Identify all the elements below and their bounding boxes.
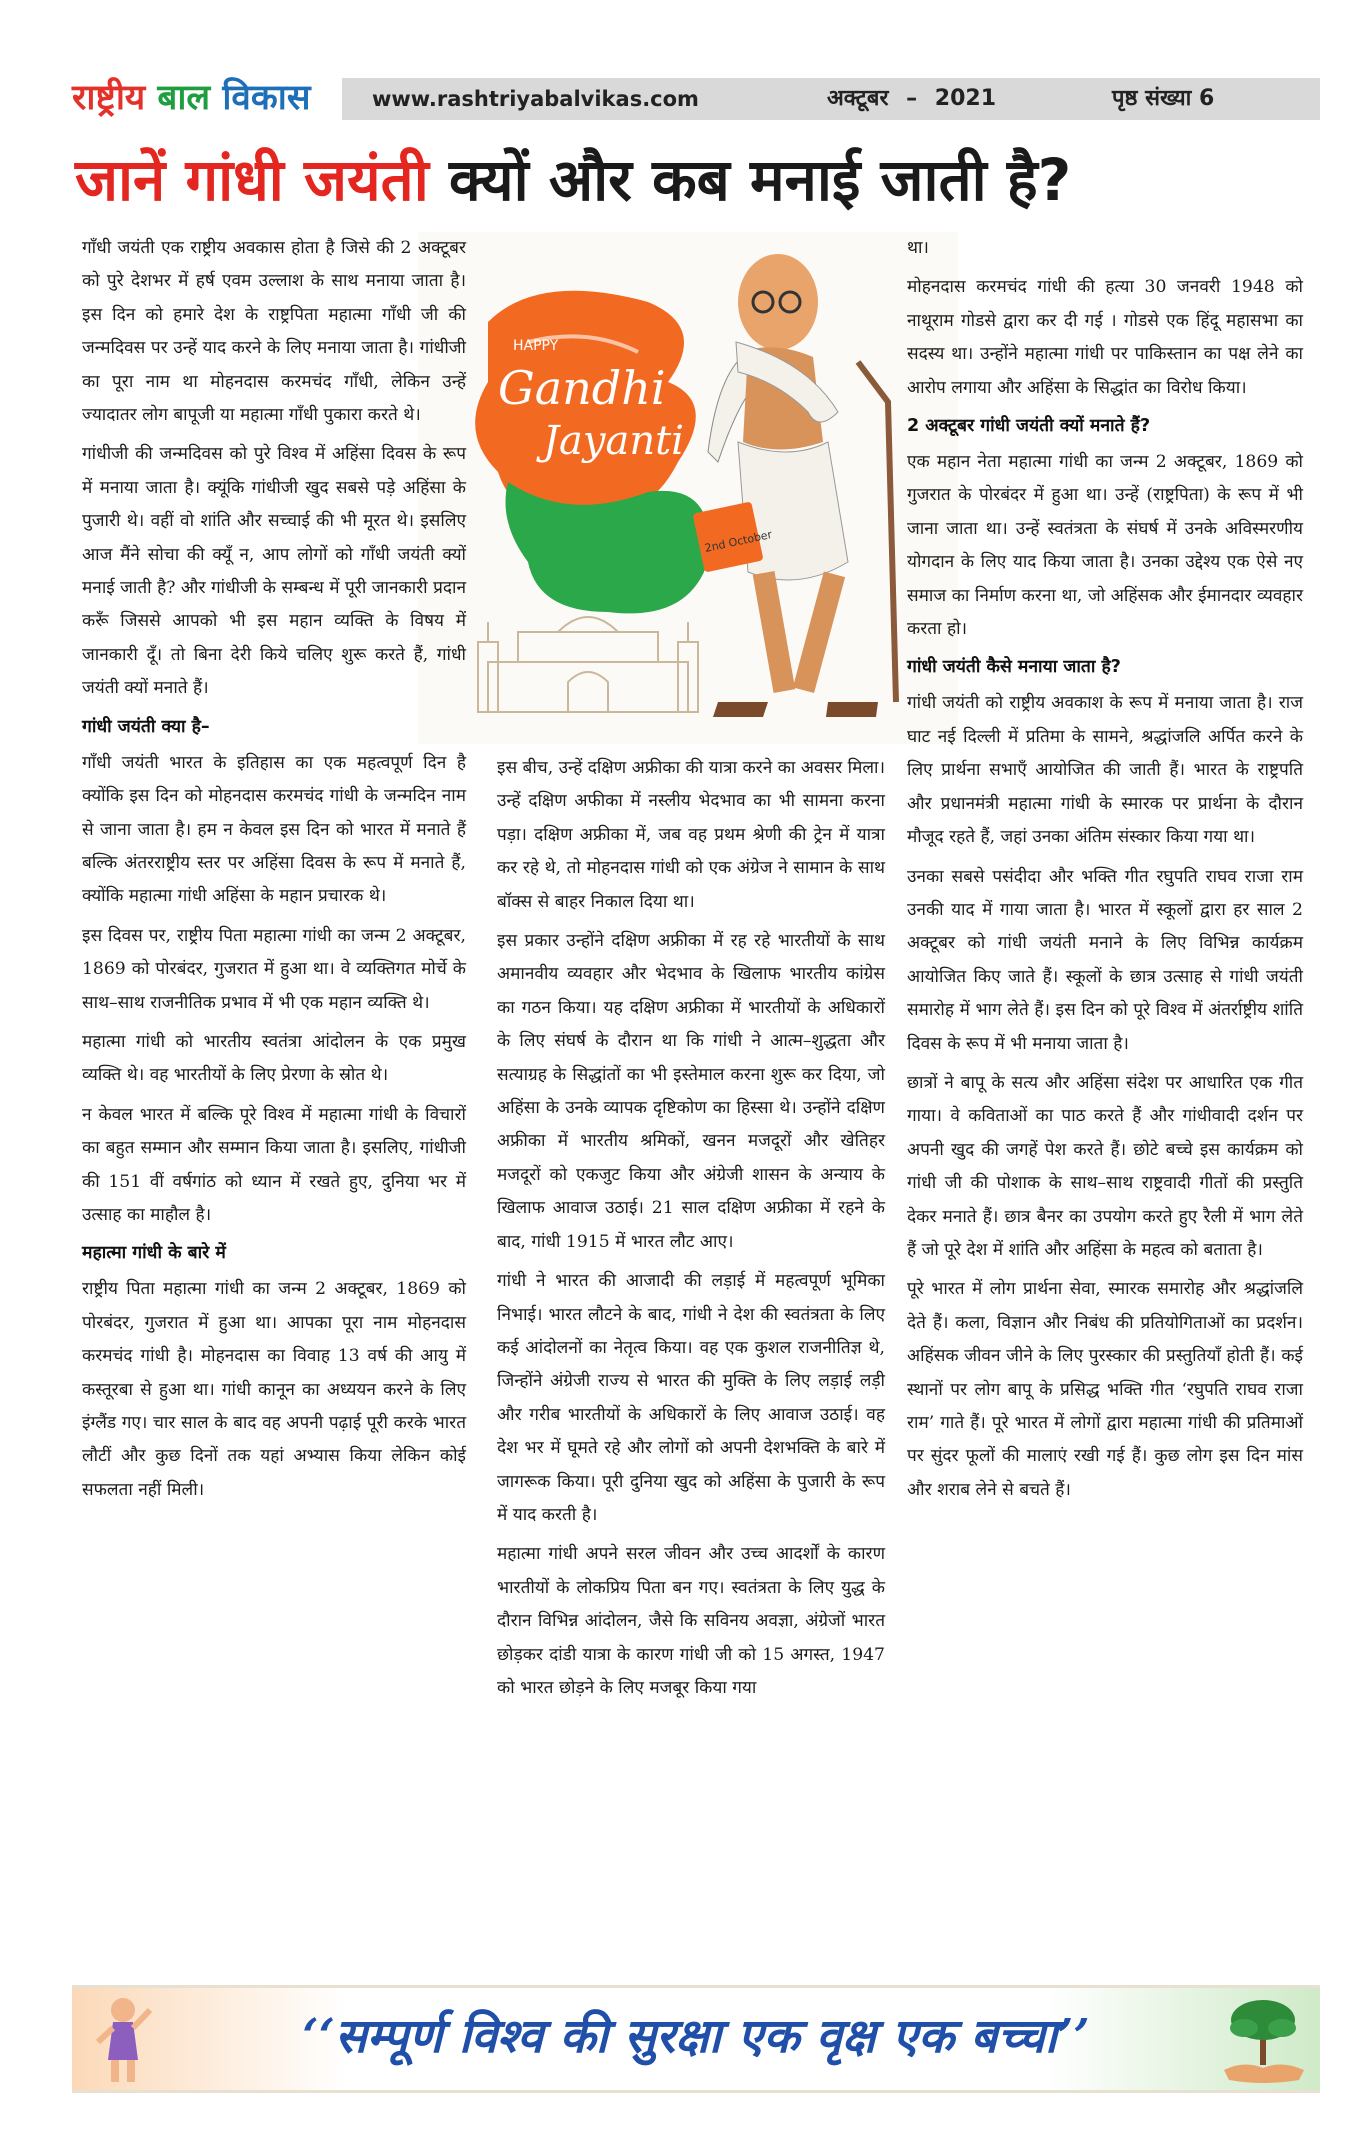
gandhi-jayanti-illustration — [418, 232, 958, 744]
section-heading: गांधी जयंती कैसे मनाया जाता है? — [907, 657, 1121, 678]
paragraph: छात्रों ने बापू के सत्य और अहिंसा संदेश पर आधारित एक गीत गाया। वे कविताओं का पाठ करते हैं और गांधीवादी दर्शन पर अपनी खुद की जगहें पेश करते हैं। छोटे बच्चे इस कार्यक्रम को गांधी जी की पोशाक के साथ–साथ राष्ट्रवादी गीतों की प्रस्तुति देकर मनाते हैं। छात्र बैनर का उपयोग करते हुए रैली में भाग लेते हैं जो पूरे देश में शांति और अहिंसा के महत्व को बताता है। — [907, 1072, 1303, 1260]
title-black: क्यों और कब मनाई जाती है? — [448, 146, 1072, 214]
section-heading: गांधी जयंती क्या है– — [82, 716, 210, 737]
paragraph: उनका सबसे पसंदीदा और भक्ति गीत रघुपति राघव राजा राम उनकी याद में गाया जाता है। भारत में स्कूलों द्वारा हर साल 2 अक्टूबर को गांधी जयंती मनाने के लिए विभिन्न कार्यक्रम आयोजित किए जाते हैं। स्कूलों के छात्र उत्साह से गांधी जयंती समारोह में भाग लेते हैं। इस दिन को पूरे विश्व में अंतर्राष्ट्रीय शांति दिवस के रूप में भी मनाया जाता है। — [907, 866, 1303, 1054]
paragraph: गाँधी जयंती एक राष्ट्रीय अवकास होता है जिसे की 2 अक्टूबर को पुरे देशभर में हर्ष एवम उल्लाश के साथ मनाया जाता है। इस दिन को हमारे देश के राष्ट्रपिता महात्मा गाँधी जी की जन्मदिवस पर उन्हें याद करने के लिए मनाया जाता है। गांधीजी का पूरा नाम था मोहनदास करमचंद गाँधी, लेकिन उन्हें ज्यादातर लोग बापूजी या महात्मा गाँधी पुकारा करते थे। — [82, 238, 466, 426]
gandhi-text: Gandhi — [498, 361, 666, 415]
paragraph: न केवल भारत में बल्कि पूरे विश्व में महात्मा गांधी के विचारों का बहुत सम्मान और सम्मान किया जाता है। इसलिए, गांधीजी की 151 वीं वर्षगांठ को ध्यान में रखते हुए, दुनिया भर में उत्साह का माहौल है। — [82, 1104, 466, 1225]
happy-text: HAPPY — [513, 338, 559, 354]
slogan-banner — [72, 1985, 1320, 2093]
masthead — [72, 72, 1320, 124]
gandhi-figure — [692, 254, 896, 717]
publication-logo[interactable]: राष्ट्रीय बाल विकास — [72, 78, 311, 118]
website-link[interactable]: www.rashtriyabalvikas.com — [372, 87, 699, 111]
paragraph: था। — [907, 238, 929, 258]
paragraph: मोहनदास करमचंद गांधी की हत्या 30 जनवरी 1948 को नाथूराम गोडसे द्वारा कर दी गई । गोडसे एक हिंदू महासभा का सदस्य था। उन्होंने महात्मा गांधी पर पाकिस्तान का पक्ष लेने का आरोप लगाया और अहिंसा के सिद्धांत का विरोध किया। — [907, 277, 1303, 398]
issue-month: अक्टूबर — [827, 86, 889, 111]
paragraph: एक महान नेता महात्मा गांधी का जन्म 2 अक्टूबर, 1869 को गुजरात के पोरबंदर में हुआ था। उन्हें (राष्ट्रपिता) के रूप में भी जाना जाता था। उन्हें स्वतंत्रता के संघर्ष में उनके अविस्मरणीय योगदान के लिए याद किया जाता है। उनका उद्देश्य एक ऐसे नए समाज का निर्माण करना था, जो अहिंसक और ईमानदार व्यवहार करता हो। — [907, 452, 1303, 640]
section-heading: 2 अक्टूबर गांधी जयंती क्यों मनाते हैं? — [907, 416, 1151, 437]
gandhi-illustration-svg — [418, 232, 958, 744]
paragraph: इस बीच, उन्हें दक्षिण अफ्रीका की यात्रा करने का अवसर मिला। उन्हें दक्षिण अफीका में नस्लीय भेदभाव का भी सामना करना पड़ा। दक्षिण अफ्रीका में, जब वह प्रथम श्रेणी की ट्रेन में यात्रा कर रहे थे, तो मोहनदास गांधी को एक अंग्रेज ने सामान के साथ बॉक्स से बाहर निकाल दिया था। — [497, 758, 885, 912]
walking-stick — [858, 362, 896, 702]
paragraph: महात्मा गांधी अपने सरल जीवन और उच्च आदर्शों के कारण भारतीयों के लोकप्रिय पिता बन गए। स्वतंत्रता के लिए युद्ध के दौरान विभिन्न आंदोलन, जैसे कि सविनय अवज्ञा, अंग्रेजों भारत छोड़कर दांडी यात्रा के कारण गांधी जी को 15 अगस्त, 1947 को भारत छोड़ने के लिए मजबूर किया गया — [497, 1544, 885, 1698]
paragraph: इस प्रकार उन्होंने दक्षिण अफ्रीका में रह रहे भारतीयों के साथ अमानवीय व्यवहार और भेदभाव के खिलाफ भारतीय कांग्रेस का गठन किया। यह दक्षिण अफ्रीका में भारतीयों के अधिकारों के लिए संघर्ष के दौरान था कि गांधी ने आत्म–शुद्धता और सत्याग्रह के सिद्धांतों का भी इस्तेमाल करना शुरू कर दिया, जो अहिंसा के उनके व्यापक दृष्टिकोण का हिस्सा थे। उन्होंने दक्षिण अफ्रीका में भारतीय श्रमिकों, खनन मजदूरों और खेतिहर मजदूरों को एकजुट किया और अंग्रेजी शासन के अन्याय के खिलाफ आवाज उठाई। 21 साल दक्षिण अफ्रीका में रहने के बाद, गांधी 1915 में भारत लौट आए। — [497, 931, 885, 1252]
paragraph: महात्मा गांधी को भारतीय स्वतंत्रा आंदोलन के एक प्रमुख व्यक्ति थे। वह भारतीयों के लिए प्रेरणा के स्रोत थे। — [82, 1031, 466, 1086]
issue-date — [827, 78, 996, 120]
paragraph: गांधीजी की जन्मदिवस को पुरे विश्व में अहिंसा दिवस के रूप में मनाया जाता है। क्यूंकि गांधीजी खुद सबसे पड़े अहिंसा के पुजारी थे। वहीं वो शांति और सच्चाई की भी मूरत थे। इसलिए आज मैंने सोचा की क्यूँ न, आप लोगों को गाँधी जयंती क्यों मनाई जाती है? और गांधीजी के सम्बन्ध में पूरी जानकारी प्रदान करूँ जिससे आपको भी इस महान व्यक्ति के विषय में जानकारी दूँ। तो बिना देरी किये चलिए शुरू करते हैं, गांधी जयंती क्यों मनाते हैं। — [82, 444, 466, 699]
paragraph: गांधी ने भारत की आजादी की लड़ाई में महत्वपूर्ण भूमिका निभाई। भारत लौटने के बाद, गांधी ने देश की स्वतंत्रता के लिए कई आंदोलनों का नेतृत्व किया। वह एक कुशल राजनीतिज्ञ थे, जिन्होंने अंग्रेजी राज्य से भारत की मुक्ति के लिए लड़ाई लड़ी और गरीब भारतीयों के अधिकारों के लिए आवाज उठाई। वह देश भर में घूमते रहे और लोगों को अपनी देशभक्ति के बारे में जागरूक किया। पूरी दुनिया खुद को अहिंसा के पुजारी के रूप में याद करती है। — [497, 1271, 885, 1525]
section-heading: महात्मा गांधी के बारे में — [82, 1243, 226, 1264]
issue-year: 2021 — [934, 86, 997, 111]
article-column-3 — [907, 232, 1303, 1513]
paragraph: इस दिवस पर, राष्ट्रीय पिता महात्मा गांधी का जन्म 2 अक्टूबर, 1869 को पोरबंदर, गुजरात में हुआ था। वे व्यक्तिगत मोर्चे के साथ–साथ राजनीतिक प्रभाव में भी एक महान व्यक्ति थे। — [82, 925, 466, 1013]
page-title — [75, 140, 1315, 220]
tree-in-hands-icon — [1214, 1990, 1314, 2086]
red-fort-sketch — [478, 617, 698, 712]
slogan-text: ‘‘सम्पूर्ण विश्व की सुरक्षा एक वृक्ष एक बच्चा’’ — [302, 2009, 1090, 2064]
issue-dash: – — [906, 86, 918, 111]
paragraph: गाँधी जयंती भारत के इतिहास का एक महत्वपूर्ण दिन है क्योंकि इस दिन को मोहनदास करमचंद गांधी के जन्मदिन नाम से जाना जाता है। हम न केवल इस दिन को भारत में मनाते हैं बल्कि अंतरराष्ट्रीय स्तर पर अहिंसा दिवस के रूप में मनाते हैं, क्योंकि महात्मा गांधी अहिंसा के महान प्रचारक थे। — [82, 752, 466, 907]
book-tag: 2nd October — [703, 527, 774, 555]
paragraph: गांधी जयंती को राष्ट्रीय अवकाश के रूप में मनाया जाता है। राज घाट नई दिल्ली में प्रतिमा के सामने, श्रद्धांजलि अर्पित करने के लिए प्रार्थना सभाएँ आयोजित की जाती हैं। भारत के राष्ट्रपति और प्रधानमंत्री महात्मा गांधी के स्मारक पर प्रार्थना के दौरान मौजूद रहते हैं, जहां उनका अंतिम संस्कार किया गया था। — [907, 693, 1303, 848]
paragraph: राष्ट्रीय पिता महात्मा गांधी का जन्म 2 अक्टूबर, 1869 को पोरबंदर, गुजरात में हुआ था। आपका पूरा नाम मोहनदास करमचंद गांधी है। मोहनदास का विवाह 13 वर्ष की आयु में कस्तूरबा से हुआ था। गांधी कानून का अध्ययन करने के लिए इंग्लैंड गए। चार साल के बाद वह अपनी पढ़ाई पूरी करके भारत लौटीं और कुछ दिनों तक यहां अभ्यास किया लेकिन कोई सफलता नहीं मिली। — [82, 1279, 466, 1500]
article-column-1 — [82, 232, 466, 1513]
title-red: जानें गांधी जयंती — [75, 146, 429, 214]
page-number: पृष्ठ संख्या 6 — [1112, 86, 1215, 111]
jayanti-text: Jayanti — [543, 418, 684, 464]
paragraph: पूरे भारत में लोग प्रार्थना सेवा, स्मारक समारोह और श्रद्धांजलि देते हैं। कला, विज्ञान और निबंध की प्रतियोगिताओं का प्रदर्शन। अहिंसक जीवन जीने के लिए पुरस्कार की प्रस्तुतियाँ होती हैं। कई स्थानों पर लोग बापू के प्रसिद्ध भक्ति गीत ‘रघुपति राघव राजा राम’ गाते हैं। पूरे भारत में लोगों द्वारा महात्मा गांधी की प्रतिमाओं पर सुंदर फूलों की मालाएं रखी गई हैं। कुछ लोग इस दिन मांस और शराब लेने से बचते हैं। — [907, 1279, 1303, 1500]
article-column-2 — [497, 752, 885, 1711]
